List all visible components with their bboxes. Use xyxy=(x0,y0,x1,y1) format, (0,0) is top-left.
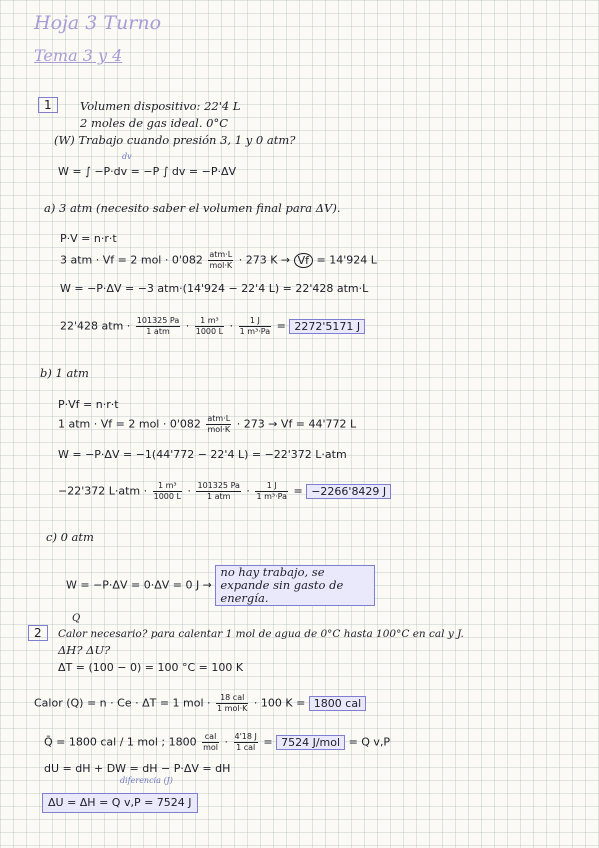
exercise-1-number: 1 xyxy=(38,97,58,113)
ex1-work-integral: W = ∫ −P·dv = −P ∫ dv = −P·ΔV xyxy=(58,165,237,178)
ex2-calor-box: 1800 cal xyxy=(309,696,366,711)
ex1-question-line: (W) Trabajo cuando presión 3, 1 y 0 atm? xyxy=(54,133,296,147)
ex1a-volume-eq: 3 atm · Vf = 2 mol · 0'082 $\frac{\text{atm·L}}{\text{mol·K}}$ · 273 K → Vf = 14'924 L xyxy=(60,250,377,270)
ex1b-conversion: −22'372 L·atm · $\frac{\text{1 m³}}{1000 L}$ · $\frac{101325 Pa}{\text{1 atm}}$ · $\frac{1 J}{\text{1 m³·Pa}}$ = −2266'8429 J xyxy=(58,481,391,502)
ex1c-heading: c) 0 atm xyxy=(46,530,94,544)
ex1b-volume-eq: 1 atm · Vf = 2 mol · 0'082 $\frac{\text{atm·L}}{\text{mol·K}}$ · 273 → Vf = 44'772 L xyxy=(58,414,357,434)
ex1a-ideal-gas: P·V = n·r·t xyxy=(60,232,117,245)
ex1b-work-eq: W = −P·ΔV = −1(44'772 − 22'4 L) = −22'372 L·atm xyxy=(58,448,347,461)
ex2-molar-heat: Q̄ = 1800 cal / 1 mol ; 1800 $\frac{\text{cal}}{\text{mol}}$ · $\frac{4'18 J}{\text{1 cal}}$ = 7524 J/mol = Q v,P xyxy=(44,732,391,752)
ex1a-units-frac: $\frac{\text{atm·L}}{\text{mol·K}}$ xyxy=(209,250,233,270)
ex1b-heading: b) 1 atm xyxy=(40,366,89,380)
ex2-molar-box: 7524 J/mol xyxy=(276,735,345,750)
ex1b-result-box: −2266'8429 J xyxy=(306,484,391,499)
exercise-2-number: 2 xyxy=(28,625,48,641)
ex2-du-eq: dU = dH + DW = dH − P·ΔV = dH xyxy=(44,762,231,775)
ex1a-conversion: 22'428 atm · $\frac{101325 Pa}{\text{1 atm}}$ · $\frac{\text{1 m³}}{1000 L}$ · $\frac{1 J}{\text{1 m³·Pa}}$ = 2272'5171 J xyxy=(60,316,365,337)
ex2-delta-t: ΔT = (100 − 0) = 100 °C = 100 K xyxy=(58,661,244,674)
ex1b-ideal-gas: P·Vf = n·r·t xyxy=(58,398,119,411)
ex1-moles-line: 2 moles de gas ideal. 0°C xyxy=(80,116,228,130)
ex1a-work-eq: W = −P·ΔV = −3 atm·(14'924 − 22'4 L) = 22'428 atm·L xyxy=(60,282,369,295)
ex1a-heading: a) 3 atm (necesito saber el volumen final para ΔV). xyxy=(44,201,341,215)
ex1-dv-note: dv xyxy=(122,152,132,161)
page-title: Hoja 3 Turno xyxy=(34,12,162,34)
ex2-q-note: Q xyxy=(72,613,81,624)
ex2-difference-note: diferencia (J) xyxy=(120,776,173,785)
ex1a-result-box: 2272'5171 J xyxy=(289,319,365,334)
ex2-calor-eq: Calor (Q) = n · Ce · ΔT = 1 mol · $\frac{\text{18 cal}}{\text{1 mol·K}}$ · 100 K = 1800 cal xyxy=(34,693,366,714)
ex1c-conclusion-box: no hay trabajo, se expande sin gasto de energía. xyxy=(215,565,375,606)
ex1c-work-eq: W = −P·ΔV = 0·ΔV = 0 J → no hay trabajo, se expande sin gasto de energía. xyxy=(66,565,375,606)
page-subtitle: Tema 3 y 4 xyxy=(34,46,123,65)
ex2-question-line: Calor necesario? para calentar 1 mol de agua de 0°C hasta 100°C en cal y J. xyxy=(58,628,464,640)
ex2-final-box: ΔU = ΔH = Q v,P = 7524 J xyxy=(42,793,198,813)
ex1-volume-line: Volumen dispositivo: 22'4 L xyxy=(80,99,241,113)
ex2-dh-du-line: ΔH? ΔU? xyxy=(58,643,111,657)
